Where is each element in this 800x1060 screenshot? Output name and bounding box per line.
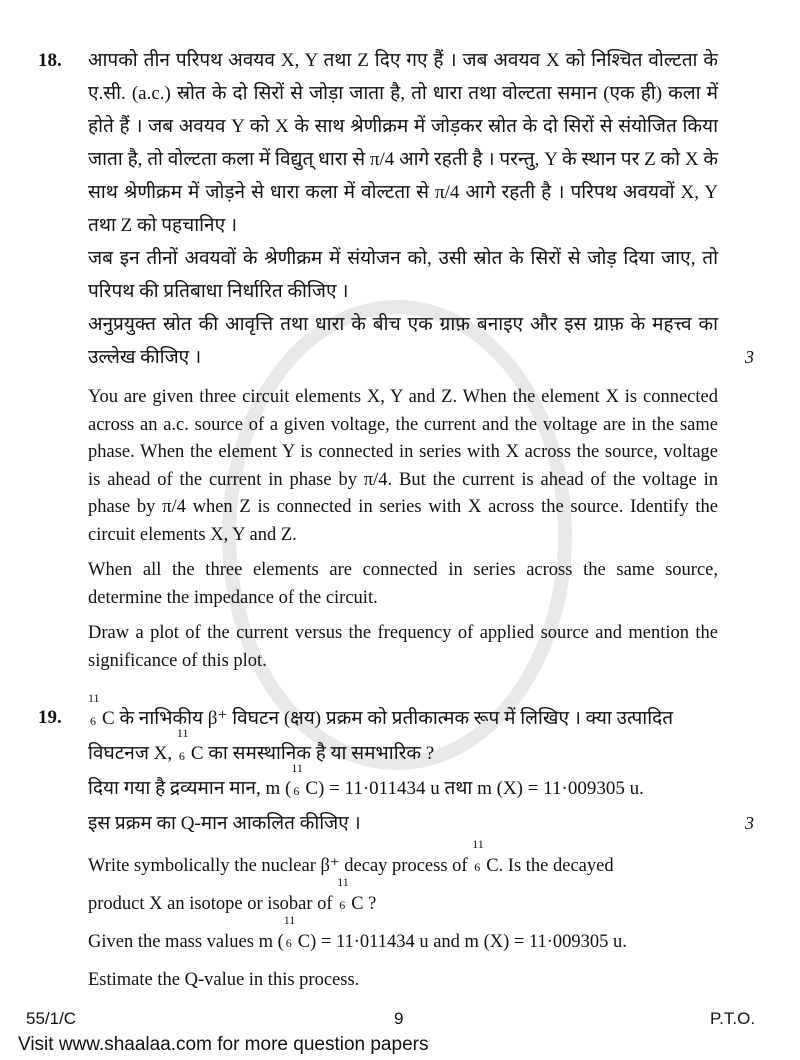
q19-english-line-3: Given the mass values m ( 11 6 C) = 11·011434 u and m (X) = 11·009305 u. <box>88 923 718 961</box>
q19-hindi-line-3: दिया गया है द्रव्यमान मान, m ( 11 6 C) = 11·011434 u तथा m (X) = 11·009305 u. <box>88 771 718 806</box>
isotope-c11: 11 6 C <box>176 726 204 764</box>
q18-english-para-1: You are given three circuit elements X, Y and Z. When the element X is connected across an a.c. source of a given voltage, the current and the voltage are in the same phase. When the element Y is connected in series with X across the source, voltage is ahead of the current in phase by π/4. But the current is ahead of the voltage in phase by π/4 when Z is connected in series with X across the source. Identify the circuit elements X, Y and Z. <box>88 387 718 545</box>
visit-link[interactable]: Visit www.shaalaa.com for more question papers <box>18 1034 429 1055</box>
pto-label: P.T.O. <box>710 1009 756 1028</box>
question-number-19: 19. <box>38 707 62 728</box>
q19-hindi-line-4: इस प्रक्रम का Q-मान आकलित कीजिए । <box>88 813 361 834</box>
q18-hindi-para-3-wrap <box>88 308 754 374</box>
q18-hindi-para-2: जब इन तीनों अवयवों के श्रेणीक्रम में संयोजन को, उसी स्रोत के सिरों से जोड़ दिया जाए, तो परिपथ की प्रतिबाधा निर्धारित कीजिए । <box>88 248 718 302</box>
q19-marks: 3 <box>745 813 754 833</box>
page-footer <box>0 1009 800 1057</box>
question-19-body <box>88 691 754 999</box>
q18-hindi-para-1: आपको तीन परिपथ अवयव X, Y तथा Z दिए गए हैं । जब अवयव X को निश्चित वोल्टता के ए.सी. (a.c.) स्रोत के दो सिरों से जोड़ा जाता है, तो धारा तथा वोल्टता समान (एक ही) कला में होते हैं । जब अवयव Y को X के साथ श्रेणीक्रम में जोड़कर स्रोत के दो सिरों से संयोजित किया जाता है, तो वोल्टता कला में विद्युत् धारा से π/4 आगे रहती है । परन्तु, Y के स्थान पर Z को X के साथ श्रेणीक्रम में जोड़ने से धारा कला में वोल्टता से π/4 आगे रहती है । परिपथ अवयवों X, Y तथा Z को पहचानिए । <box>88 50 718 236</box>
q19-english-line-2: product X an isotope or isobar of 11 6 C ? <box>88 885 718 923</box>
page-number: 9 <box>394 1009 404 1028</box>
q19-hindi-line-2: विघटनज X, 11 6 C का समस्थानिक है या समभारिक ? <box>88 736 718 771</box>
isotope-c11: 11 6 C <box>88 691 115 729</box>
q19-english-line-4: Estimate the Q-value in this process. <box>88 970 360 990</box>
q19-english <box>88 837 718 999</box>
q18-english-para-2: When all the three elements are connected in series across the same source, determine the impedance of the circuit. <box>88 560 718 608</box>
q18-english-para-3: Draw a plot of the current versus the frequency of applied source and mention the significance of this plot. <box>88 623 718 671</box>
footer-row <box>0 1009 800 1033</box>
question-19 <box>0 691 800 999</box>
q19-hindi <box>88 691 754 841</box>
q19-english-line-1: Write symbolically the nuclear β⁺ decay process of 11 6 C. Is the decayed <box>88 847 718 885</box>
isotope-c11: 11 6 C <box>283 913 311 952</box>
q19-hindi-line-4-wrap <box>88 806 754 841</box>
paper-code: 55/1/C <box>26 1009 77 1028</box>
q18-hindi-para-3: अनुप्रयुक्त स्रोत की आवृत्ति तथा धारा के बीच एक ग्राफ़ बनाइए और इस ग्राफ़ के महत्त्व का उल्लेख कीजिए । <box>88 314 718 368</box>
q19-hindi-line-1: 11 6 C के नाभिकीय β⁺ विघटन (क्षय) प्रक्रम को प्रतीकात्मक रूप में लिखिए । क्या उत्पादित <box>88 701 718 736</box>
isotope-c11: 11 6 C <box>337 875 364 914</box>
isotope-c11: 11 6 C <box>291 761 318 799</box>
question-number-18: 18. <box>38 50 62 71</box>
question-18-body <box>88 44 754 675</box>
question-18 <box>0 44 800 675</box>
isotope-c11: 11 6 C <box>472 837 499 876</box>
q18-marks: 3 <box>745 347 754 367</box>
